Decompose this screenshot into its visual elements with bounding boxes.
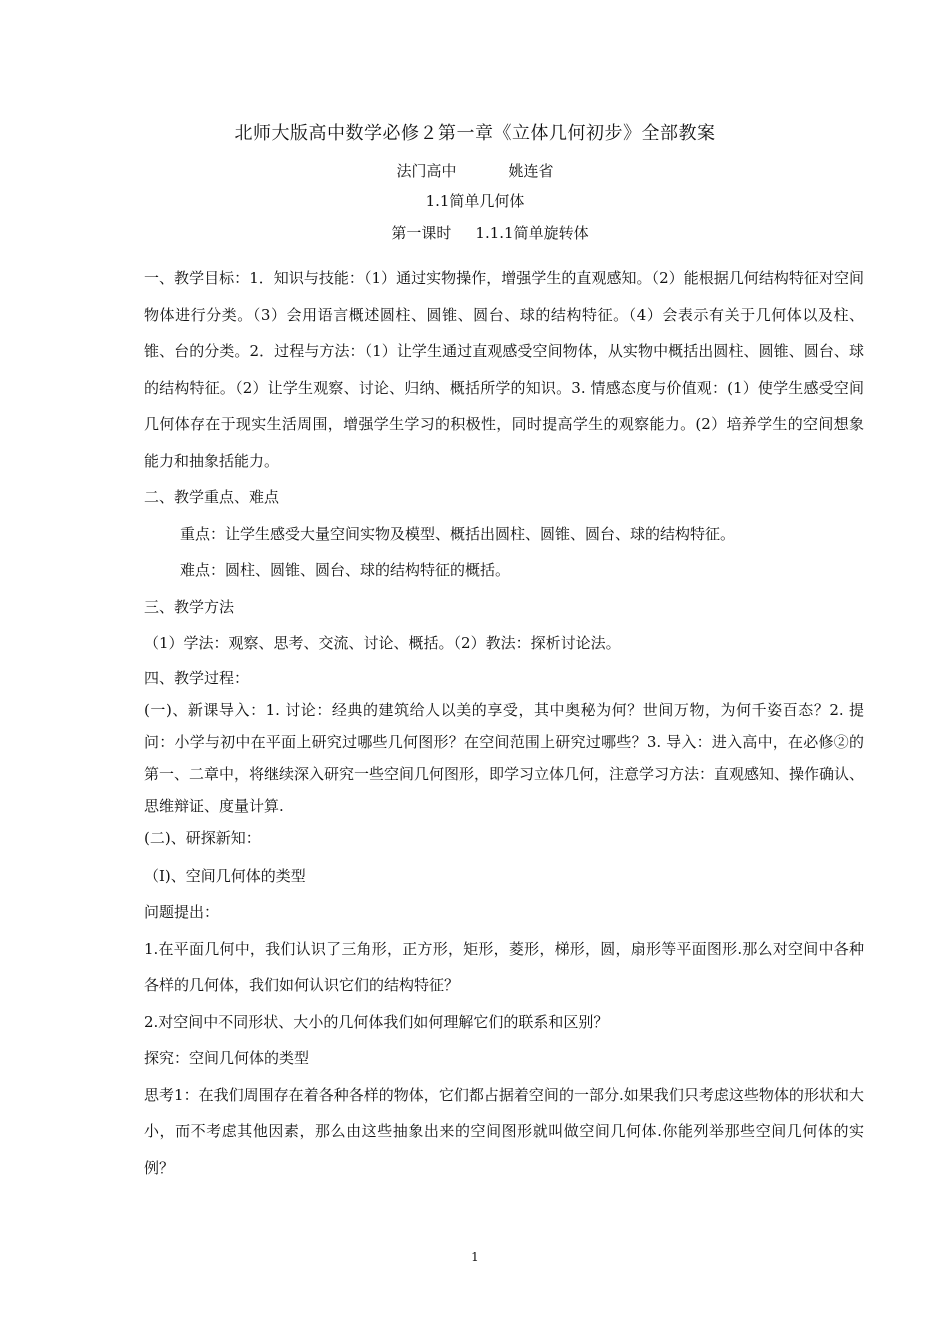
difficult-point: 难点：圆柱、圆锥、圆台、球的结构特征的概括。 bbox=[180, 561, 511, 579]
key-point: 重点：让学生感受大量空间实物及模型、概括出圆柱、圆锥、圆台、球的结构特征。 bbox=[180, 524, 736, 543]
explore-line: 探究：空间几何体的类型 bbox=[144, 1049, 310, 1067]
school-name: 法门高中 bbox=[396, 162, 457, 180]
method-paragraph: （1）学法：观察、思考、交流、讨论、概括。（2）教法：探析讨论法。 bbox=[144, 634, 621, 652]
page-number: 1 bbox=[471, 1250, 479, 1264]
think-1: 思考1：在我们周围存在着各种各样的物体，它们都占据着空间的一部分.如果我们只考虑这些物体的形状和大小，而不考虑其他因素，那么由这些抽象出来的空间图形就叫做空间几何体.你能列举那些空间几何体的实例？ bbox=[144, 1085, 864, 1177]
author-line bbox=[0, 160, 950, 182]
question-heading: 问题提出： bbox=[144, 903, 220, 921]
lesson-heading bbox=[0, 222, 950, 244]
lesson-title: 1.1.1简单旋转体 bbox=[475, 224, 589, 242]
objectives-paragraph: 一、教学目标：1．知识与技能：（1）通过实物操作，增强学生的直观感知。（2）能根据几何结构特征对空间物体进行分类。（3）会用语言概述圆柱、圆锥、圆台、球的结构特征。（4）会表示有关于几何体以及柱、锥、台的分类。2．过程与方法：（1）让学生通过直观感受空间物体，从实物中概括出圆柱、圆锥、圆台、球的结构特征。（2）让学生观察、讨论、归纳、概括所学的知识。3. 情感态度与价值观：(1）使学生感受空间几何体存在于现实生活周围，增强学生学习的积极性，同时提高学生的观察能力。(2）培养学生的空间想象能力和抽象括能力。 bbox=[144, 269, 864, 470]
lesson-label: 第一课时 bbox=[391, 224, 452, 242]
method-heading: 三、教学方法 bbox=[144, 597, 235, 616]
question-2: 2.对空间中不同形状、大小的几何体我们如何理解它们的联系和区别？ bbox=[144, 1012, 609, 1031]
author-name: 姚连省 bbox=[508, 162, 554, 180]
section-heading: 1.1简单几何体 bbox=[425, 192, 525, 210]
question-1: 1.在平面几何中，我们认识了三角形，正方形，矩形，菱形，梯形，圆，扇形等平面图形.那么对空间中各种各样的几何体，我们如何认识它们的结构特征？ bbox=[144, 939, 864, 994]
process-heading: 四、教学过程： bbox=[144, 668, 250, 687]
explore-heading: (二)、研探新知： bbox=[144, 828, 261, 847]
key-heading: 二、教学重点、难点 bbox=[144, 488, 280, 506]
intro-paragraph: (一)、新课导入：1. 讨论：经典的建筑给人以美的享受，其中奥秘为何？世间万物，为何千姿百态？2. 提问：小学与初中在平面上研究过哪些几何图形？在空间范围上研究过哪些？3. 导入：进入高中，在必修②的第一、二章中，将继续深入研究一些空间几何图形，即学习立体几何，注意学习方法：直观感知、操作确认、思维辩证、度量计算. bbox=[144, 700, 865, 815]
document-title: 北师大版高中数学必修２第一章《立体几何初步》全部教案 bbox=[234, 123, 716, 144]
type-heading: （Ⅰ)、空间几何体的类型 bbox=[144, 866, 306, 885]
document-body bbox=[144, 260, 864, 1186]
